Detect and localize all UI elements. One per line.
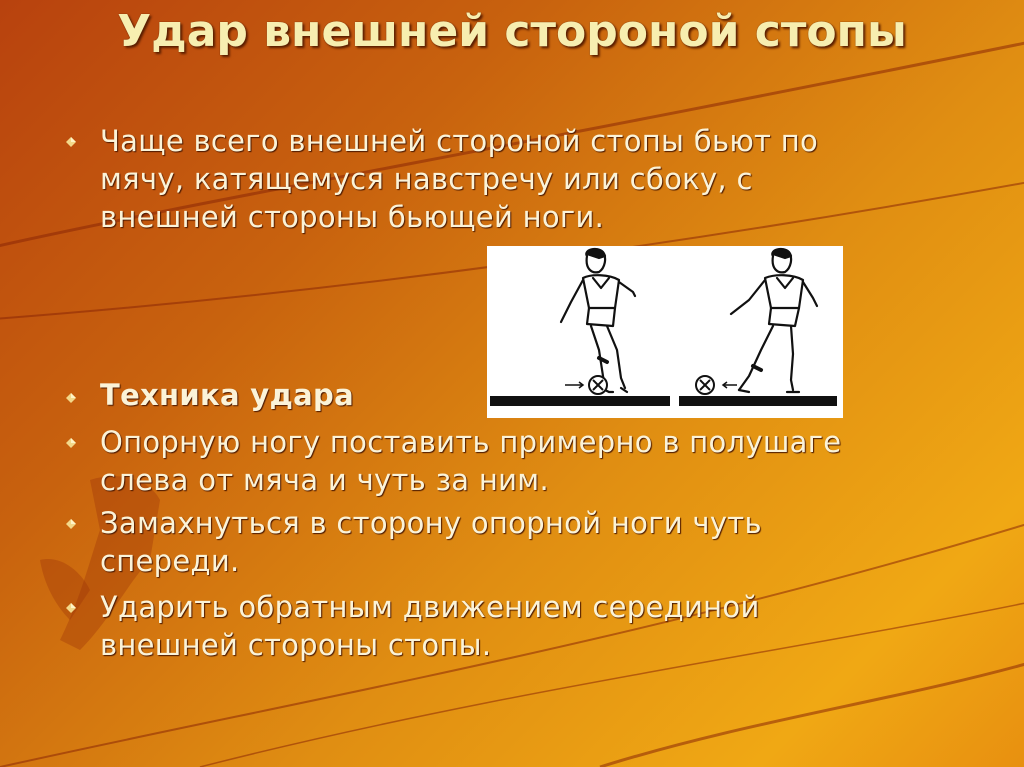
- bullet-marker-icon: [66, 438, 76, 448]
- bullet-line: внешней стороны стопы.: [100, 628, 492, 662]
- bullet-line: Опорную ногу поставить примерно в полушаге: [100, 425, 842, 459]
- slide-title: Удар внешней стороной стопы: [117, 6, 907, 57]
- bullet-line: Ударить обратным движением серединой: [100, 590, 760, 624]
- bullet-line: Техника удара: [100, 378, 354, 412]
- bullet-line: спереди.: [100, 544, 240, 578]
- bullet-marker-icon: [66, 519, 76, 529]
- ground-bar: [490, 396, 670, 406]
- arrow-icon: [565, 382, 583, 388]
- player-figure-1: [561, 249, 635, 392]
- arrow-icon: [723, 382, 737, 388]
- bullet-line: Чаще всего внешней стороной стопы бьют по: [100, 124, 819, 158]
- bullet-line: слева от мяча и чуть за ним.: [100, 463, 549, 497]
- player-figure-2: [731, 249, 817, 392]
- bullet-marker-icon: [66, 137, 76, 147]
- ground-bar: [679, 396, 837, 406]
- bullet-line: мячу, катящемуся навстречу или сбоку, с: [100, 162, 753, 196]
- bullet-line: внешней стороны бьющей ноги.: [100, 200, 605, 234]
- kick-technique-illustration: [487, 246, 843, 418]
- bullet-line: Замахнуться в сторону опорной ноги чуть: [100, 506, 762, 540]
- bullet-marker-icon: [66, 393, 76, 403]
- bullet-marker-icon: [66, 603, 76, 613]
